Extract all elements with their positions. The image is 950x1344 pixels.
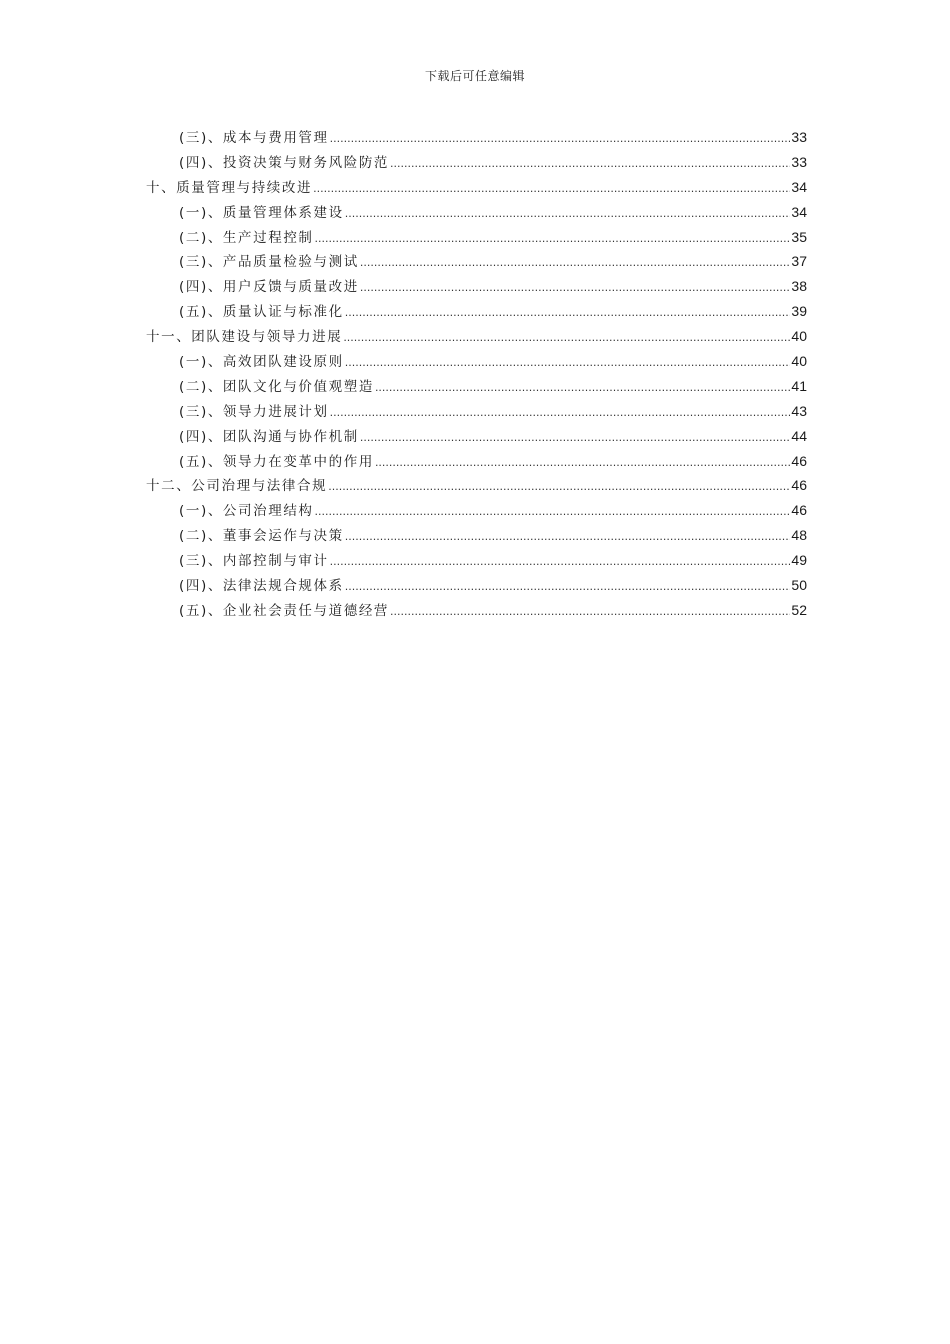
toc-entry-page-number: 33 <box>791 153 807 170</box>
toc-entry-page-number: 52 <box>791 601 807 618</box>
toc-dot-leader <box>345 525 791 550</box>
toc-section-entry[interactable] <box>146 573 807 598</box>
toc-entry-page-number: 34 <box>791 203 807 220</box>
page-header: 下载后可任意编辑 <box>424 69 525 83</box>
toc-dot-leader <box>343 326 790 351</box>
toc-dot-leader <box>360 426 791 451</box>
toc-dot-leader <box>328 475 790 500</box>
toc-entry-page-number: 44 <box>791 427 807 444</box>
toc-chapter-entry[interactable] <box>146 175 807 200</box>
toc-dot-leader <box>375 376 790 401</box>
toc-entry-title: 十一、团队建设与领导力进展 <box>146 329 343 346</box>
toc-dot-leader <box>360 251 791 276</box>
toc-dot-leader <box>390 600 790 625</box>
toc-section-entry[interactable] <box>146 374 807 399</box>
toc-chapter-entry[interactable] <box>146 324 807 349</box>
toc-entry-page-number: 41 <box>791 377 807 394</box>
toc-section-entry[interactable] <box>146 150 807 175</box>
toc-section-entry[interactable] <box>146 125 807 150</box>
toc-section-entry[interactable] <box>146 274 807 299</box>
toc-entry-page-number: 38 <box>791 278 807 295</box>
toc-entry-page-number: 43 <box>791 402 807 419</box>
toc-entry-page-number: 37 <box>791 253 807 270</box>
toc-dot-leader <box>315 227 791 252</box>
toc-entry-page-number: 33 <box>791 129 807 145</box>
toc-entry-page-number: 46 <box>791 477 807 494</box>
toc-entry-title: (二)、生产过程控制 <box>179 229 314 246</box>
toc-entry-page-number: 46 <box>791 502 807 519</box>
toc-entry-title: (四)、用户反馈与质量改进 <box>179 279 359 296</box>
toc-dot-leader <box>375 451 790 476</box>
toc-dot-leader <box>345 301 791 326</box>
toc-entry-title: 十、质量管理与持续改进 <box>146 179 313 196</box>
table-of-contents <box>146 125 807 623</box>
toc-section-entry[interactable] <box>146 225 807 250</box>
toc-dot-leader <box>330 127 791 152</box>
toc-entry-page-number: 50 <box>791 577 807 594</box>
toc-entry-title: (三)、产品质量检验与测试 <box>179 254 359 271</box>
toc-entry-page-number: 48 <box>791 527 807 544</box>
toc-dot-leader <box>360 276 791 301</box>
toc-dot-leader <box>313 177 790 202</box>
toc-entry-page-number: 34 <box>791 178 807 195</box>
toc-entry-title: (五)、领导力在变革中的作用 <box>179 453 374 470</box>
toc-section-entry[interactable] <box>146 548 807 573</box>
toc-section-entry[interactable] <box>146 200 807 225</box>
toc-dot-leader <box>315 500 791 525</box>
toc-section-entry[interactable] <box>146 424 807 449</box>
toc-entry-title: (四)、法律法规合规体系 <box>179 578 344 595</box>
toc-entry-title: (四)、团队沟通与协作机制 <box>179 428 359 445</box>
toc-section-entry[interactable] <box>146 523 807 548</box>
toc-dot-leader <box>345 351 791 376</box>
toc-entry-title: (二)、董事会运作与决策 <box>179 528 344 545</box>
toc-entry-title: (一)、质量管理体系建设 <box>179 204 344 221</box>
toc-chapter-entry[interactable] <box>146 473 807 498</box>
toc-entry-title: (五)、企业社会责任与道德经营 <box>179 602 390 619</box>
toc-entry-page-number: 46 <box>791 452 807 469</box>
toc-dot-leader <box>330 401 791 426</box>
toc-section-entry[interactable] <box>146 498 807 523</box>
toc-entry-page-number: 40 <box>791 353 807 370</box>
toc-section-entry[interactable] <box>146 449 807 474</box>
toc-section-entry[interactable] <box>146 249 807 274</box>
toc-dot-leader <box>330 550 791 575</box>
toc-dot-leader <box>345 202 791 227</box>
toc-entry-title: (四)、投资决策与财务风险防范 <box>179 154 390 171</box>
toc-dot-leader <box>345 575 791 600</box>
toc-entry-title: (三)、内部控制与审计 <box>179 553 329 570</box>
toc-entry-title: (五)、质量认证与标准化 <box>179 304 344 321</box>
toc-dot-leader <box>390 152 790 177</box>
toc-section-entry[interactable] <box>146 399 807 424</box>
toc-section-entry[interactable] <box>146 598 807 623</box>
toc-entry-page-number: 39 <box>791 303 807 320</box>
toc-section-entry[interactable] <box>146 349 807 374</box>
toc-entry-title: (三)、成本与费用管理 <box>179 130 329 146</box>
toc-entry-page-number: 35 <box>791 228 807 245</box>
toc-entry-title: 十二、公司治理与法律合规 <box>146 478 328 495</box>
toc-entry-page-number: 40 <box>791 328 807 345</box>
toc-entry-title: (一)、公司治理结构 <box>179 503 314 520</box>
toc-entry-title: (一)、高效团队建设原则 <box>179 354 344 371</box>
toc-entry-page-number: 49 <box>791 552 807 569</box>
toc-entry-title: (二)、团队文化与价值观塑造 <box>179 378 374 395</box>
toc-entry-title: (三)、领导力进展计划 <box>179 403 329 420</box>
toc-section-entry[interactable] <box>146 299 807 324</box>
